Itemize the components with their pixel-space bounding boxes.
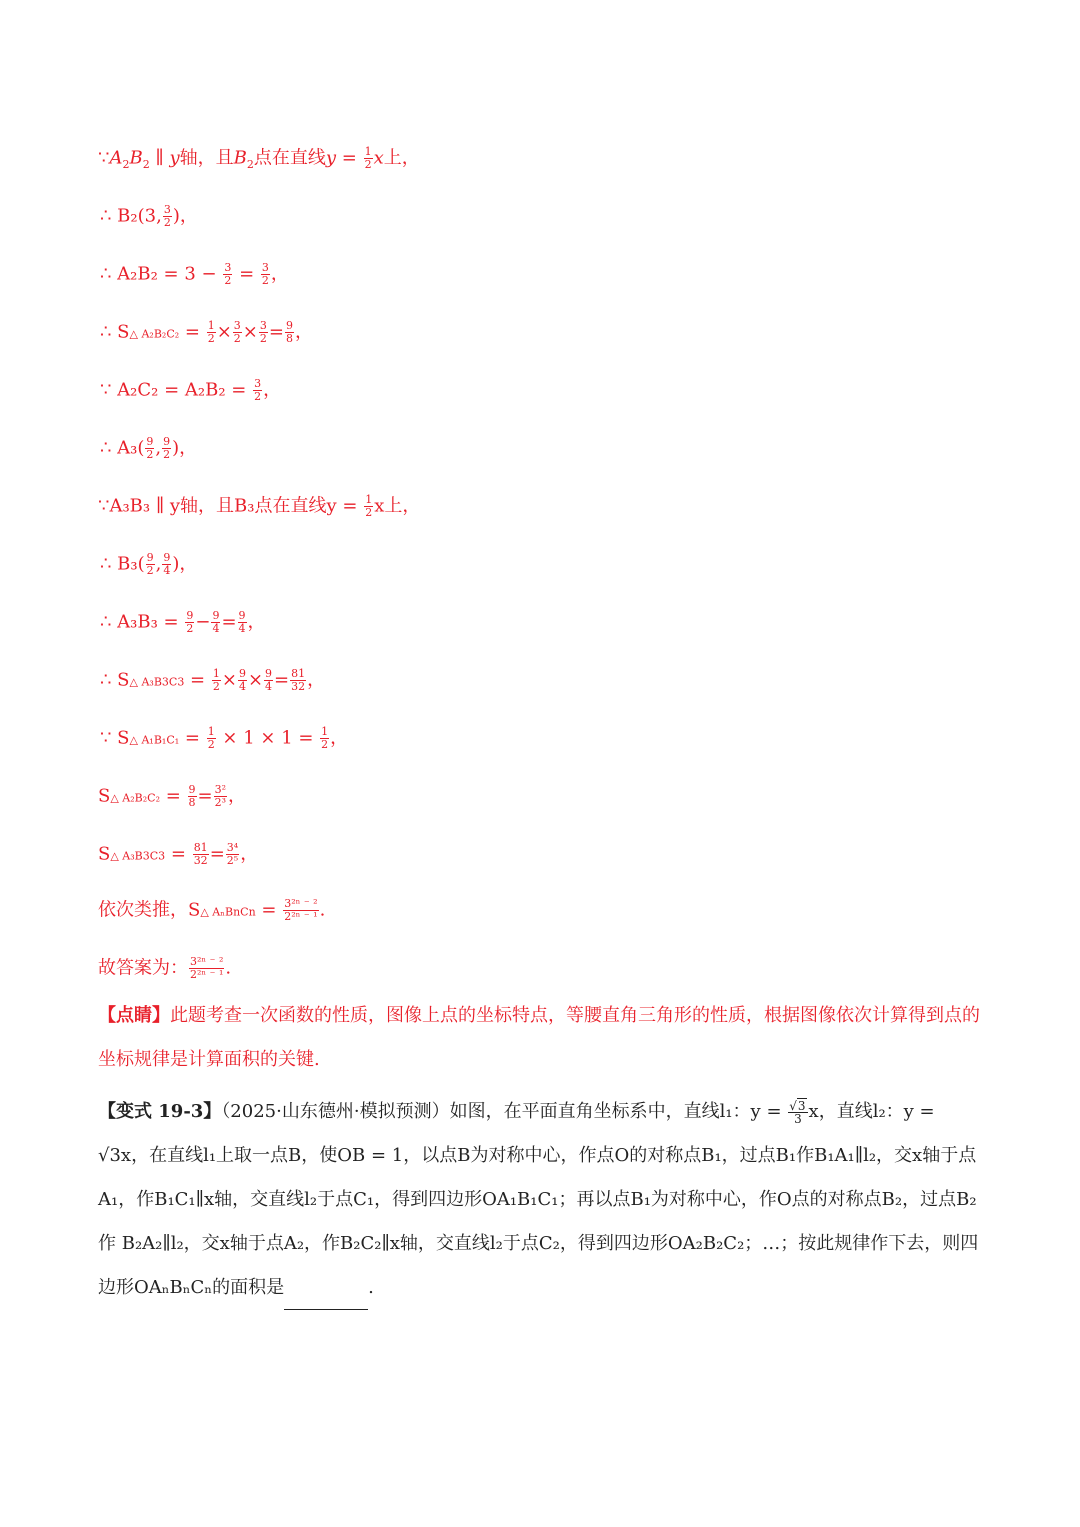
solution-line-14: 依次类推，S△ AₙBnCn = $\frac{\text{3²ⁿ ⁻ ²}}{\text{2²ⁿ ⁻ ¹}}$ . bbox=[98, 897, 326, 923]
comment-label: 【点睛】 bbox=[98, 1005, 170, 1026]
solution-line-2: ∴ B₂(3, $\frac{3}{2}$ )， bbox=[100, 203, 198, 229]
solution-line-1: $\because A_2B_2$ ∥ y轴，且$B_2$点在直线y = $\frac{1}{2}$ x上， bbox=[98, 145, 420, 172]
problem-label: 【变式 19-3】 bbox=[98, 1101, 222, 1122]
solution-line-9: ∴ A₃B₃ = $\frac{9}{2}$ − $\frac{9}{4}$ = $\frac{9}{4}$ ， bbox=[100, 609, 266, 635]
problem-paragraph: 【变式 19-3】（2025·山东德州·模拟预测）如图，在平面直角坐标系中，直线l₁：y = $\frac{√3}{3}$ x，直线l₂：y = √3x，在直线l₁上取一点B，使OB = 1，以点B为对称中心，作点O的对称点B₁，过点B₁作B₁A₁∥l₂，交x轴于点A₁，作B₁C₁∥x轴，交直线l₂于点C₁，得到四边形OA₁B₁C₁；再以点B₁为对称中心，作O点的对称点B₂，过点B₂作 B₂A₂∥l₂，交x轴于点A₂，作B₂C₂∥x轴，交直线l₂于点C₂，得到四边形OA₂B₂C₂；…；按此规律作下去，则四边形OAₙBₙCₙ的面积是 . bbox=[98, 1090, 983, 1310]
solution-line-6: ∴ A₃( $\frac{9}{2}$ , $\frac{9}{2}$ )， bbox=[100, 435, 198, 461]
solution-line-12: S△ A₂B₂C₂ = $\frac{9}{8}$ = $\frac{\text{3²}}{\text{2³}}$ ， bbox=[98, 783, 247, 809]
problem-source: （2025·山东德州·模拟预测） bbox=[221, 1101, 450, 1122]
solution-line-13: S△ A₃B3C3 = $\frac{81}{32}$ = $\frac{\text{3⁴}}{\text{2⁵}}$ ， bbox=[98, 841, 259, 867]
solution-line-3: ∴ A₂B₂ = 3 − $\frac{3}{2}$ = $\frac{3}{2}$ ， bbox=[100, 261, 289, 287]
answer-line: 故答案为： $\frac{\text{3²ⁿ ⁻ ²}}{\text{2²ⁿ ⁻ ¹}}$ . bbox=[98, 955, 232, 981]
comment-paragraph: 【点睛】此题考查一次函数的性质，图像上点的坐标特点，等腰直角三角形的性质，根据图像依次计算得到点的坐标规律是计算面积的关键. bbox=[98, 1005, 980, 1070]
solution-line-7: ∵A₃B₃ ∥ y轴，且B₃点在直线y = $\frac{1}{2}$ x上， bbox=[98, 493, 421, 519]
solution-line-5: ∵ A₂C₂ = A₂B₂ = $\frac{3}{2}$ ， bbox=[100, 377, 282, 403]
solution-line-4: ∴ S△ A₂B₂C₂ = $\frac{1}{2}$ × $\frac{3}{2}$ × $\frac{3}{2}$ = $\frac{9}{8}$ ， bbox=[100, 319, 313, 345]
answer-blank bbox=[284, 1291, 368, 1310]
solution-line-10: ∴ S△ A₃B3C3 = $\frac{1}{2}$ × $\frac{9}{4}$ × $\frac{9}{4}$ = $\frac{81}{32}$ ， bbox=[100, 667, 326, 693]
solution-line-11: ∵ S△ A₁B₁C₁ = $\frac{1}{2}$ × 1 × 1 = $\frac{1}{2}$ ， bbox=[100, 725, 349, 751]
solution-line-8: ∴ B₃( $\frac{9}{2}$ , $\frac{9}{4}$ )， bbox=[100, 551, 198, 577]
